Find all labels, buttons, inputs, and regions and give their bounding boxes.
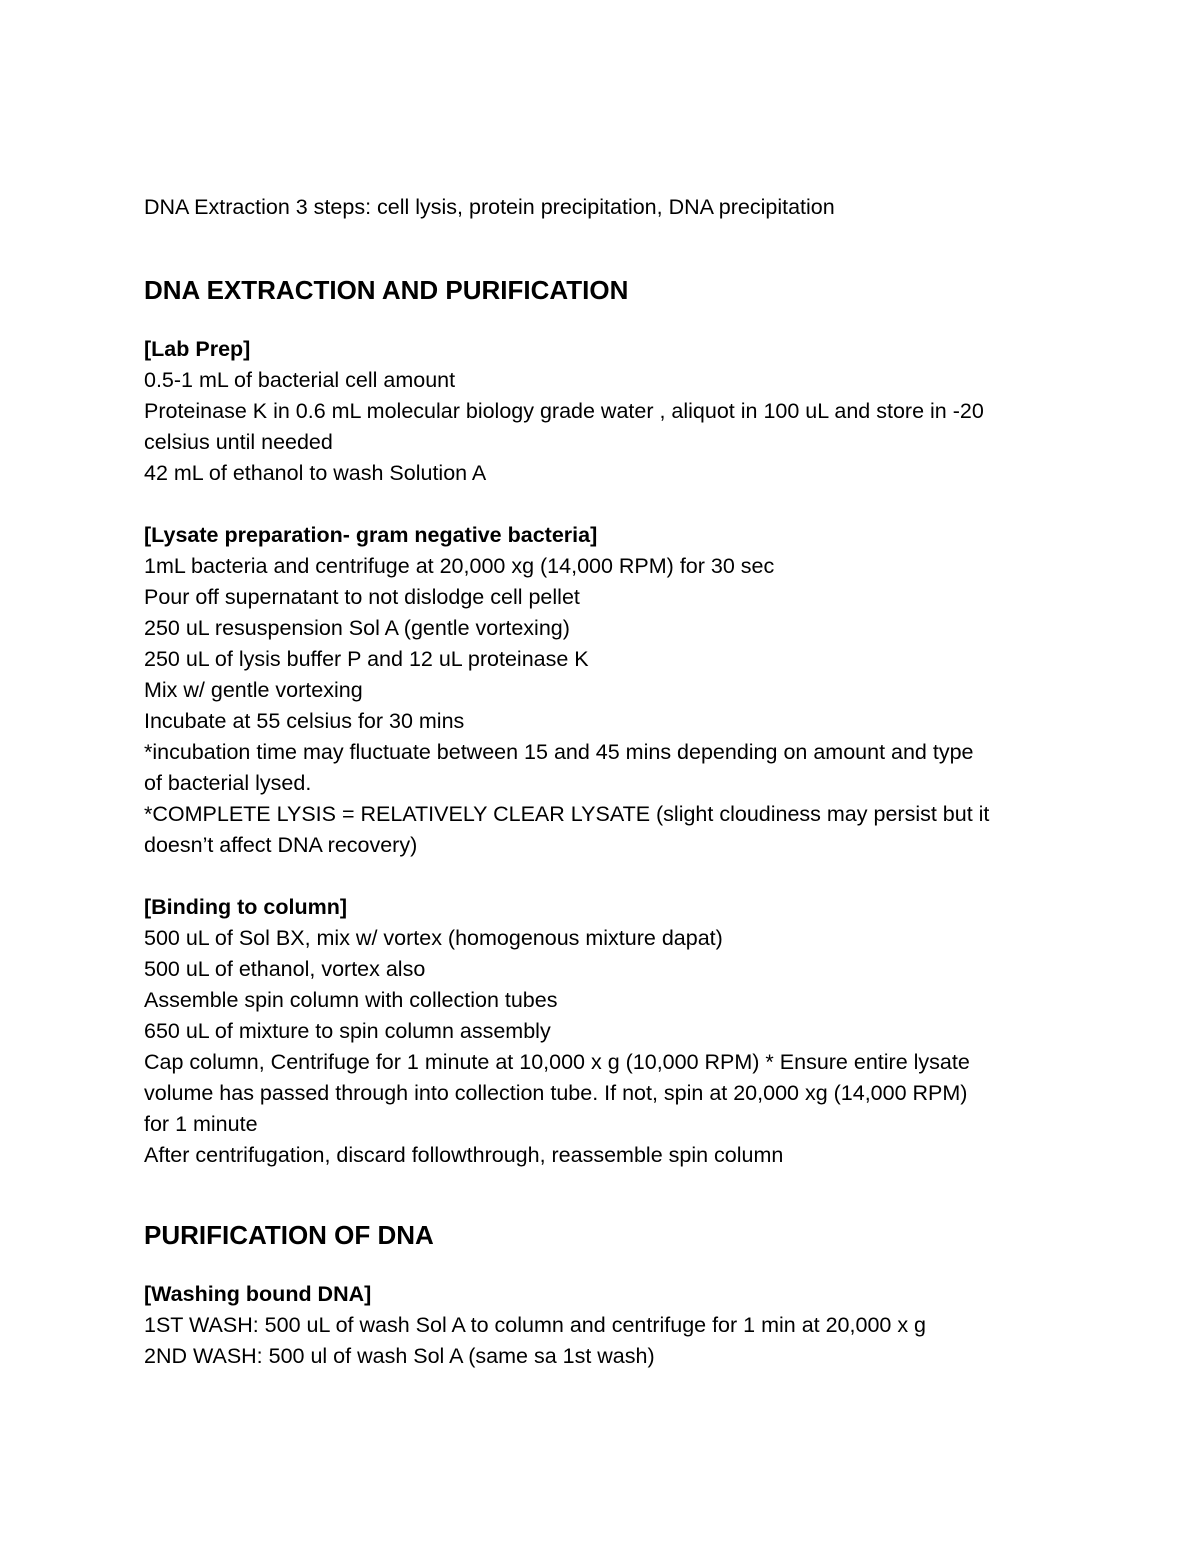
binding-line: After centrifugation, discard followthrough, reassemble spin column (144, 1143, 784, 1167)
lysate-line: 250 uL of lysis buffer P and 12 uL proteinase K (144, 647, 589, 671)
lysate-line: *incubation time may fluctuate between 15 and 45 mins depending on amount and type (144, 740, 974, 764)
binding-line: volume has passed through into collection tube. If not, spin at 20,000 xg (14,000 RPM) (144, 1081, 968, 1105)
washing-line: 1ST WASH: 500 uL of wash Sol A to column and centrifuge for 1 min at 20,000 x g (144, 1313, 927, 1337)
lysate-line: Incubate at 55 celsius for 30 mins (144, 709, 465, 733)
section-binding-to-column (144, 892, 1084, 1171)
binding-line: Assemble spin column with collection tubes (144, 988, 558, 1012)
washing-line: 2ND WASH: 500 ul of wash Sol A (same sa 1st wash) (144, 1344, 655, 1368)
section-title-binding: [Binding to column] (144, 895, 348, 919)
lysate-line: Mix w/ gentle vortexing (144, 678, 363, 702)
lab-prep-line: celsius until needed (144, 430, 333, 454)
lysate-line: Pour off supernatant to not dislodge cell pellet (144, 585, 580, 609)
binding-line: for 1 minute (144, 1112, 258, 1136)
lysate-line: 250 uL resuspension Sol A (gentle vortexing) (144, 616, 570, 640)
binding-line: 650 uL of mixture to spin column assembly (144, 1019, 551, 1043)
intro-text: DNA Extraction 3 steps: cell lysis, protein precipitation, DNA precipitation (144, 195, 835, 219)
lysate-line: 1mL bacteria and centrifuge at 20,000 xg (14,000 RPM) for 30 sec (144, 554, 775, 578)
document-page (144, 192, 1084, 1403)
section-title-washing: [Washing bound DNA] (144, 1282, 372, 1306)
lab-prep-line: 0.5-1 mL of bacterial cell amount (144, 368, 456, 392)
heading-dna-extraction: DNA EXTRACTION AND PURIFICATION (144, 275, 629, 305)
lab-prep-line: Proteinase K in 0.6 mL molecular biology grade water , aliquot in 100 uL and store in -20 (144, 399, 984, 423)
section-title-lysate: [Lysate preparation- gram negative bacteria] (144, 523, 598, 547)
binding-line: 500 uL of Sol BX, mix w/ vortex (homogenous mixture dapat) (144, 926, 723, 950)
section-lysate-preparation (144, 520, 1084, 861)
binding-line: 500 uL of ethanol, vortex also (144, 957, 426, 981)
binding-line: Cap column, Centrifuge for 1 minute at 10,000 x g (10,000 RPM) * Ensure entire lysate (144, 1050, 970, 1074)
heading-purification: PURIFICATION OF DNA (144, 1220, 434, 1250)
section-title-lab-prep: [Lab Prep] (144, 337, 251, 361)
section-lab-prep (144, 334, 1084, 489)
lysate-line: doesn’t affect DNA recovery) (144, 833, 418, 857)
lysate-line: *COMPLETE LYSIS = RELATIVELY CLEAR LYSATE (slight cloudiness may persist but it (144, 802, 990, 826)
lysate-line: of bacterial lysed. (144, 771, 312, 795)
lab-prep-line: 42 mL of ethanol to wash Solution A (144, 461, 487, 485)
section-washing-bound-dna (144, 1279, 1084, 1372)
